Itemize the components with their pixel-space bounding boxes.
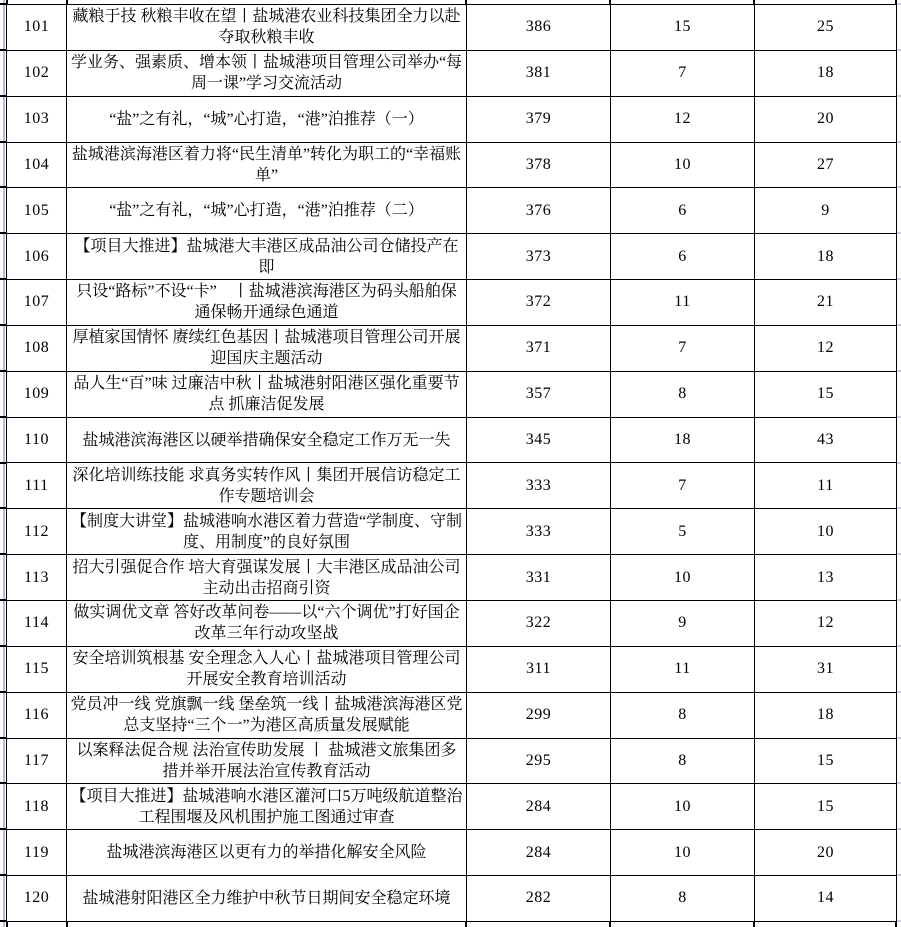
row-number-cell[interactable]: 110 [7, 417, 67, 463]
table-row [7, 738, 897, 784]
data-table [6, 4, 897, 922]
value-cell-1[interactable]: 376 [467, 188, 611, 234]
title-cell[interactable]: 招大引强促合作 培大育强谋发展丨大丰港区成品油公司主动出击招商引资 [67, 555, 467, 601]
value-cell-3[interactable]: 20 [755, 830, 897, 876]
value-cell-3[interactable]: 15 [755, 371, 897, 417]
value-cell-3[interactable]: 43 [755, 417, 897, 463]
value-cell-1[interactable]: 372 [467, 280, 611, 326]
value-cell-2[interactable]: 8 [611, 692, 755, 738]
value-cell-3[interactable]: 15 [755, 784, 897, 830]
value-cell-2[interactable]: 10 [611, 784, 755, 830]
value-cell-3[interactable]: 14 [755, 876, 897, 922]
value-cell-2[interactable]: 11 [611, 280, 755, 326]
value-cell-3[interactable]: 25 [755, 5, 897, 51]
value-cell-2[interactable]: 10 [611, 142, 755, 188]
value-cell-3[interactable]: 18 [755, 50, 897, 96]
value-cell-2[interactable]: 10 [611, 555, 755, 601]
value-cell-3[interactable]: 31 [755, 646, 897, 692]
value-cell-3[interactable]: 13 [755, 555, 897, 601]
value-cell-1[interactable]: 371 [467, 325, 611, 371]
title-cell[interactable]: 【制度大讲堂】盐城港响水港区着力营造“学制度、守制度、用制度”的良好氛围 [67, 509, 467, 555]
value-cell-1[interactable]: 284 [467, 784, 611, 830]
table-row [7, 50, 897, 96]
value-cell-1[interactable]: 299 [467, 692, 611, 738]
table-row [7, 417, 897, 463]
value-cell-2[interactable]: 7 [611, 325, 755, 371]
value-cell-1[interactable]: 333 [467, 463, 611, 509]
value-cell-1[interactable]: 284 [467, 830, 611, 876]
value-cell-3[interactable]: 18 [755, 692, 897, 738]
value-cell-2[interactable]: 9 [611, 600, 755, 646]
value-cell-2[interactable]: 15 [611, 5, 755, 51]
value-cell-2[interactable]: 11 [611, 646, 755, 692]
table-row [7, 876, 897, 922]
row-number-cell[interactable]: 109 [7, 371, 67, 417]
row-number-cell[interactable]: 119 [7, 830, 67, 876]
value-cell-1[interactable]: 333 [467, 509, 611, 555]
title-cell[interactable]: 安全培训筑根基 安全理念入人心丨盐城港项目管理公司开展安全教育培训活动 [67, 646, 467, 692]
row-number-cell[interactable]: 117 [7, 738, 67, 784]
value-cell-3[interactable]: 27 [755, 142, 897, 188]
table-row [7, 142, 897, 188]
value-cell-1[interactable]: 345 [467, 417, 611, 463]
table-row [7, 509, 897, 555]
value-cell-3[interactable]: 12 [755, 600, 897, 646]
table-row [7, 371, 897, 417]
title-cell[interactable]: “盐”之有礼，“城”心打造，“港”泊推荐（二） [67, 188, 467, 234]
value-cell-3[interactable]: 11 [755, 463, 897, 509]
value-cell-2[interactable]: 8 [611, 371, 755, 417]
title-cell[interactable]: 品人生“百”味 过廉洁中秋丨盐城港射阳港区强化重要节点 抓廉洁促发展 [67, 371, 467, 417]
table-row [7, 646, 897, 692]
bottom-row-border-stub [895, 921, 897, 927]
row-number-cell[interactable]: 115 [7, 646, 67, 692]
value-cell-1[interactable]: 381 [467, 50, 611, 96]
value-cell-2[interactable]: 7 [611, 50, 755, 96]
value-cell-1[interactable]: 331 [467, 555, 611, 601]
bottom-row-border-stub [753, 921, 755, 927]
title-cell[interactable]: 学业务、强素质、增本领丨盐城港项目管理公司举办“每周一课”学习交流活动 [67, 50, 467, 96]
bottom-row-border-stub [6, 921, 8, 927]
value-cell-3[interactable]: 21 [755, 280, 897, 326]
value-cell-3[interactable]: 20 [755, 96, 897, 142]
value-cell-2[interactable]: 6 [611, 188, 755, 234]
table-row [7, 784, 897, 830]
value-cell-1[interactable]: 282 [467, 876, 611, 922]
value-cell-3[interactable]: 9 [755, 188, 897, 234]
value-cell-2[interactable]: 6 [611, 234, 755, 280]
table-row [7, 555, 897, 601]
title-cell[interactable]: 做实调优文章 答好改革问卷——以“六个调优”打好国企改革三年行动攻坚战 [67, 600, 467, 646]
table-row [7, 96, 897, 142]
value-cell-1[interactable]: 357 [467, 371, 611, 417]
table-row [7, 280, 897, 326]
title-cell[interactable]: 【项目大推进】盐城港响水港区灌河口5万吨级航道整治工程围堰及风机围护施工图通过审查 [67, 784, 467, 830]
row-number-cell[interactable]: 104 [7, 142, 67, 188]
title-cell[interactable]: 【项目大推进】盐城港大丰港区成品油公司仓储投产在即 [67, 234, 467, 280]
row-number-cell[interactable]: 102 [7, 50, 67, 96]
row-number-cell[interactable]: 120 [7, 876, 67, 922]
row-number-cell[interactable]: 112 [7, 509, 67, 555]
row-number-cell[interactable]: 114 [7, 600, 67, 646]
table-row [7, 830, 897, 876]
value-cell-2[interactable]: 10 [611, 830, 755, 876]
row-number-cell[interactable]: 107 [7, 280, 67, 326]
bottom-row-border-stub [66, 921, 68, 927]
title-cell[interactable]: 只设“路标”不设“卡” 丨盐城港滨海港区为码头船舶保通保畅开通绿色通道 [67, 280, 467, 326]
title-cell[interactable]: 以案释法促合规 法治宣传助发展 丨 盐城港文旅集团多措并举开展法治宣传教育活动 [67, 738, 467, 784]
title-cell[interactable]: 盐城港射阳港区全力维护中秋节日期间安全稳定环境 [67, 876, 467, 922]
value-cell-2[interactable]: 18 [611, 417, 755, 463]
table-row [7, 5, 897, 51]
title-cell[interactable]: “盐”之有礼，“城”心打造，“港”泊推荐（一） [67, 96, 467, 142]
row-number-cell[interactable]: 116 [7, 692, 67, 738]
table-row [7, 463, 897, 509]
value-cell-3[interactable]: 18 [755, 234, 897, 280]
sheet-gridline-vertical [3, 0, 5, 927]
value-cell-2[interactable]: 5 [611, 509, 755, 555]
title-cell[interactable]: 党员冲一线 党旗飘一线 堡垒筑一线丨盐城港滨海港区党总支坚持“三个一”为港区高质量发展赋能 [67, 692, 467, 738]
value-cell-2[interactable]: 8 [611, 876, 755, 922]
title-cell[interactable]: 盐城港滨海港区以硬举措确保安全稳定工作万无一失 [67, 417, 467, 463]
title-cell[interactable]: 藏粮于技 秋粮丰收在望丨盐城港农业科技集团全力以赴夺取秋粮丰收 [67, 5, 467, 51]
table-row [7, 188, 897, 234]
table-body [7, 5, 897, 922]
title-cell[interactable]: 深化培训练技能 求真务实转作风丨集团开展信访稳定工作专题培训会 [67, 463, 467, 509]
row-number-cell[interactable]: 106 [7, 234, 67, 280]
title-cell[interactable]: 盐城港滨海港区着力将“民生清单”转化为职工的“幸福账单” [67, 142, 467, 188]
value-cell-2[interactable]: 7 [611, 463, 755, 509]
row-number-cell[interactable]: 101 [7, 5, 67, 51]
row-number-cell[interactable]: 108 [7, 325, 67, 371]
value-cell-1[interactable]: 311 [467, 646, 611, 692]
value-cell-1[interactable]: 379 [467, 96, 611, 142]
value-cell-1[interactable]: 322 [467, 600, 611, 646]
value-cell-1[interactable]: 373 [467, 234, 611, 280]
value-cell-1[interactable]: 378 [467, 142, 611, 188]
row-number-cell[interactable]: 105 [7, 188, 67, 234]
bottom-row-border-stub [609, 921, 611, 927]
table-row [7, 325, 897, 371]
table-row [7, 692, 897, 738]
value-cell-1[interactable]: 295 [467, 738, 611, 784]
table-row [7, 234, 897, 280]
row-number-cell[interactable]: 113 [7, 555, 67, 601]
value-cell-3[interactable]: 10 [755, 509, 897, 555]
title-cell[interactable]: 厚植家国情怀 赓续红色基因丨盐城港项目管理公司开展迎国庆主题活动 [67, 325, 467, 371]
table-row [7, 600, 897, 646]
value-cell-2[interactable]: 8 [611, 738, 755, 784]
value-cell-3[interactable]: 15 [755, 738, 897, 784]
row-number-cell[interactable]: 118 [7, 784, 67, 830]
value-cell-1[interactable]: 386 [467, 5, 611, 51]
title-cell[interactable]: 盐城港滨海港区以更有力的举措化解安全风险 [67, 830, 467, 876]
bottom-row-border-stub [465, 921, 467, 927]
value-cell-3[interactable]: 12 [755, 325, 897, 371]
value-cell-2[interactable]: 12 [611, 96, 755, 142]
row-number-cell[interactable]: 111 [7, 463, 67, 509]
row-number-cell[interactable]: 103 [7, 96, 67, 142]
